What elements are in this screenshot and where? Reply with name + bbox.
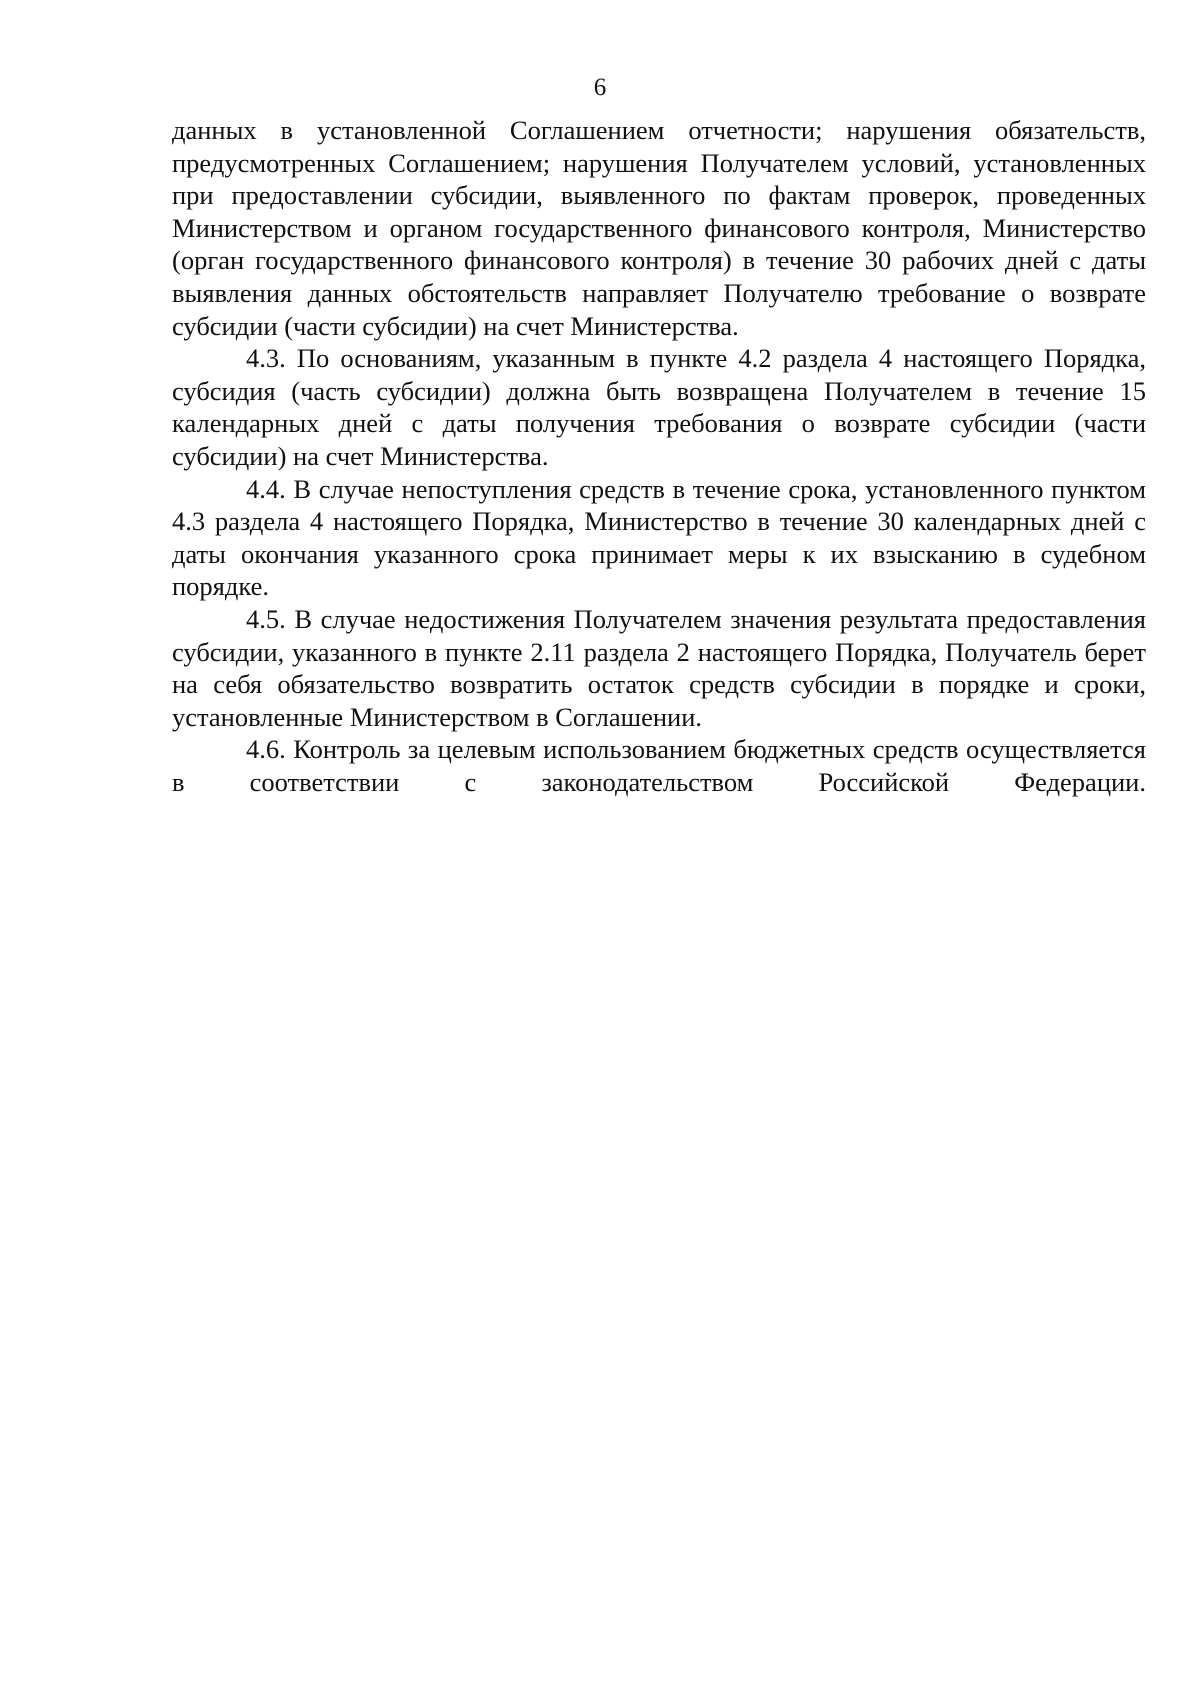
paragraph-4-6 bbox=[172, 733, 1146, 798]
paragraph-continuation bbox=[172, 114, 1146, 342]
paragraph-4-4 bbox=[172, 473, 1146, 603]
document-body bbox=[172, 114, 1146, 798]
paragraph-text: По основаниям, указанным в пункте 4.2 раздела 4 настоящего Порядка, субсидия (часть субсидии) должна быть возвращена Получателем в течение 15 календарных дней с даты получения требования о возврате субсидии (части субсидии) на счет Министерства. bbox=[172, 343, 1147, 471]
paragraph-number: 4.3. bbox=[246, 343, 286, 374]
paragraph-4-5 bbox=[172, 603, 1146, 733]
paragraph-number: 4.4. bbox=[246, 473, 286, 504]
paragraph-text: данных в установленной Соглашением отчетности; нарушения обязательств, предусмотренных Соглашением; нарушения Получателем условий, установленных при предоставлении субсидии, выявленного по фактам проверок, проведенных Министерством и органом государственного финансового контроля, Министерство (орган государственного финансового контроля) в течение 30 рабочих дней с даты выявления данных обстоятельств направляет Получателю требование о возврате субсидии (части субсидии) на счет Министерства. bbox=[172, 115, 1146, 341]
paragraph-4-3 bbox=[172, 342, 1146, 472]
paragraph-text: Контроль за целевым использованием бюджетных средств осуществляется в соответствии с законодательством Российской Федерации. bbox=[172, 734, 1146, 797]
paragraph-number: 4.6. bbox=[246, 734, 286, 765]
paragraph-text: В случае недостижения Получателем значения результата предоставления субсидии, указанного в пункте 2.11 раздела 2 настоящего Порядка, Получатель берет на себя обязательство возвратить остаток средств субсидии в порядке и сроки, установленные Министерством в Соглашении. bbox=[172, 603, 1146, 732]
page-number: 6 bbox=[593, 74, 607, 101]
paragraph-text: В случае непоступления средств в течение срока, установленного пунктом 4.3 раздела 4 настоящего Порядка, Министерство в течение 30 календарных дней с даты окончания указанного срока принимает меры к их взысканию в судебном порядке. bbox=[172, 473, 1147, 602]
paragraph-number: 4.5. bbox=[246, 603, 286, 634]
